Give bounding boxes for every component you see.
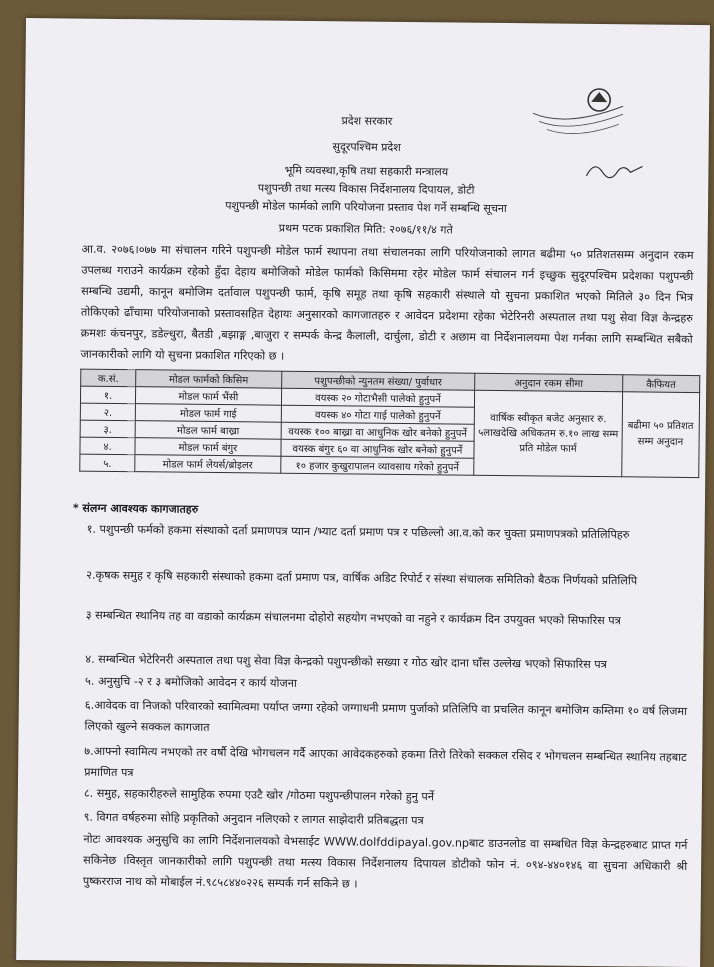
cell-requirement: वयस्क ४० गोटा गाई पालेको हुनुपर्ने <box>281 405 475 424</box>
cell-sn: २. <box>80 403 135 421</box>
cell-type: मोडल फार्म बंगुर <box>135 438 281 457</box>
list-item: १. पशुपन्छी फर्मको हकमा संस्थाको दर्ता प्रमाणपत्र प्यान /भ्याट दर्ता प्रमाण पत्र र पछिल्लो आ.व.को कर चुक्ता प्रमाणपत्रको प्रतिलिपिहरु <box>86 522 630 542</box>
model-farm-table <box>79 369 700 478</box>
header-line-6: प्रथम पटक प्रकाशित मिति: २०७६/११/४ गते <box>278 221 453 237</box>
header-line-3: भूमि व्यवस्था,कृषि तथा सहकारी मन्त्रालय <box>284 163 449 179</box>
notice-document <box>16 18 710 967</box>
cell-sn: ३. <box>80 420 135 438</box>
list-item: ९. विगत वर्षहरुमा सोहि प्रकृतिको अनुदान नलिएको र लागत साझेदारी प्रतिबद्धता पत्र <box>83 810 424 828</box>
cell-grant: वार्षिक स्वीकृत बजेट अनुसार रु. ५लाखदेखि अधिकतम रु.१० लाख सम्म प्रति मोडेल फार्म <box>474 390 622 477</box>
col-header-grant: अनुदान रकम सीमा <box>475 373 623 392</box>
government-emblem-icon <box>527 83 628 144</box>
col-header-remark: कैफियत <box>622 375 699 393</box>
cell-requirement: १० हजार कुखुरापालन व्यावसाय गरेको हुनुपर्ने <box>280 456 474 475</box>
cell-type: मोडल फार्म लेयर्स/ब्रोइलर <box>135 455 281 474</box>
cell-sn: ४. <box>80 437 135 455</box>
list-item: ७.आफ्नो स्वामित्य नभएको तर वर्षौ देखि भोगचलन गर्दै आएका आवेदकहरुको हकमा तिरो तिरेको सक्कल रसिद र भोगचलन सम्बन्धित स्थानिय तहबाट प्रमाणित पत्र <box>84 744 687 780</box>
enclosure-heading: * संलग्न आवश्यक कागजातहरु <box>72 501 199 516</box>
col-header-sn: क.सं. <box>81 369 136 387</box>
cell-sn: १. <box>80 386 135 404</box>
cell-type: मोडल फार्म बाख्रा <box>135 421 281 440</box>
list-item: ३ सम्बन्धित स्थानिय तह वा वडाको कार्यक्रम संचालनमा दोहोरो सहयोग नभएको वा नहुने र कार्यक्रम दिन उपयुक्त भएको सिफारिस पत्र <box>85 608 621 628</box>
cell-requirement: वयस्क १०० बाख्रा वा आधुनिक खोर बनेको हुनुपर्ने <box>281 422 475 441</box>
enclosure-title: संलग्न आवश्यक कागजातहरु <box>82 501 199 516</box>
header-line-2: सुदूरपश्चिम प्रदेश <box>332 140 401 154</box>
col-header-requirement: पशुपन्छीको न्युनतम संख्या/ पुर्वाधार <box>281 371 475 390</box>
intro-paragraph: आ.व. २०७६।०७७ मा संचालन गरिने पशुपन्छी मोडेल फार्म स्थापना तथा संचालनका लागि परियोजनाको लागत बढीमा ५० प्रतिशतसम्म अनुदान रकम उपलब्ध गराउने कार्यक्रम रहेको हुँदा देहाय बमोजिको मोडेल फार्मको किसिममा रहेर मोडेल फार्म संचालन गर्न इच्छुक सुदूरपश्चिम प्रदेशका पशुपन्छी सम्बन्धि उद्यमी, कानून बमोजिम दर्तावाल पशुपन्छी फार्म, कृषि समूह तथा कृषि सहकारी संस्थाले यो सुचना प्रकाशित भएको मितिले ३० दिन भित्र तोकिएको ढाँचामा परियोजनाको प्रस्तावसहित देहायः अनुसारको कागजातहरु र आवेदन प्रदेशमा रहेका भेटेरिनरी अस्पताल तथा पशु सेवा विज्ञ केन्द्रहरु क्रमशः कंचनपुर, डडेल्धुरा, बैतडी ,बझाङ्ग ,बाजुरा र सम्पर्क केन्द्र कैलाली, दार्चुला, डोटी र अछाम वा निर्देशनालयमा पेश गर्नका लागि सम्बन्धित सबैको जानकारीको लागि यो सुचना प्रकाशित गरिएको छ । <box>80 242 694 363</box>
cell-type: मोडल फार्म भैंसी <box>136 387 282 406</box>
cell-sn: ५. <box>80 454 135 472</box>
list-item: २.कृषक समुह र कृषि सहकारी संस्थाको हकमा दर्ता प्रमाण पत्र, वार्षिक अडिट रिपोर्ट र संस्था संचालक समितिको बैठक निर्णयको प्रतिलिपि <box>86 568 638 588</box>
cell-remark: बढीमा ५० प्रतिशत सम्म अनुदान <box>621 392 699 478</box>
list-item: ५. अनुसुचि -२ र ३ बमोजिको आवेदन र कार्य योजना <box>84 674 297 690</box>
cell-type: मोडल फार्म गाई <box>135 404 281 423</box>
note-paragraph: नोटः आवश्यक अनुसुचि का लागि निर्देशनालयको वेभसाईट WWW.dolfddipayal.gov.npबाट डाउनलोड वा सम्बधित विज्ञ केन्द्रहरुबाट प्राप्त गर्न सकिनेछ ।विस्तृत जानकारीको लागि पशुपन्छी तथा मत्स्य विकास निर्देशनालय दिपायल डोटीको फोन नं. ०९४-४४०१४६ वा सुचना अधिकारी श्री पुष्करराज नाथ को मोबाईल नं.९८५८४४०२२६ सम्पर्क गर्न सकिने छ । <box>82 832 688 891</box>
header-line-4: पशुपन्छी तथा मत्स्य विकास निर्देशनालय दिपायल, डोटी <box>257 181 475 197</box>
cell-requirement: वयस्क २० गोटाभैसी पालेको हुनुपर्ने <box>281 388 475 407</box>
list-item: ४. सम्बन्धित भेटेरिनरी अस्पताल तथा पशु सेवा विज्ञ केन्द्रको पशुपन्छीको सख्या र गोठ खोर दाना घाँस उल्लेख भएको सिफारिस पत्र <box>85 652 607 672</box>
header-line-1: प्रदेश सरकार <box>341 114 393 128</box>
col-header-type: मोडल फार्मको किसिम <box>136 370 282 389</box>
header-line-5: पशुपन्छी मोडेल फार्मको लागि परियोजना प्रस्ताव पेश गर्ने सम्बन्धि सूचना <box>225 199 507 216</box>
list-item: ६.आवेदक वा निजको परिवारको स्वामित्वमा पर्याप्त जग्गा रहेको जग्गाधनी प्रमाण पुर्जाको प्रतिलिपि वा प्रचलित कानून बमोजिम कम्तिमा १० वर्ष लिजमा लिएको खुल्ने सक्कल कागजात <box>84 698 688 734</box>
list-item: ८. समुह, सहकारीहरुले सामुहिक रुपमा एउटै खोर /गोठमा पशुपन्छीपालन गरेको हुनु पर्ने <box>83 786 435 804</box>
cell-requirement: वयस्क बंगुर ६० वा आधुनिक खोर बनेको हुनुपर्ने <box>281 439 475 458</box>
